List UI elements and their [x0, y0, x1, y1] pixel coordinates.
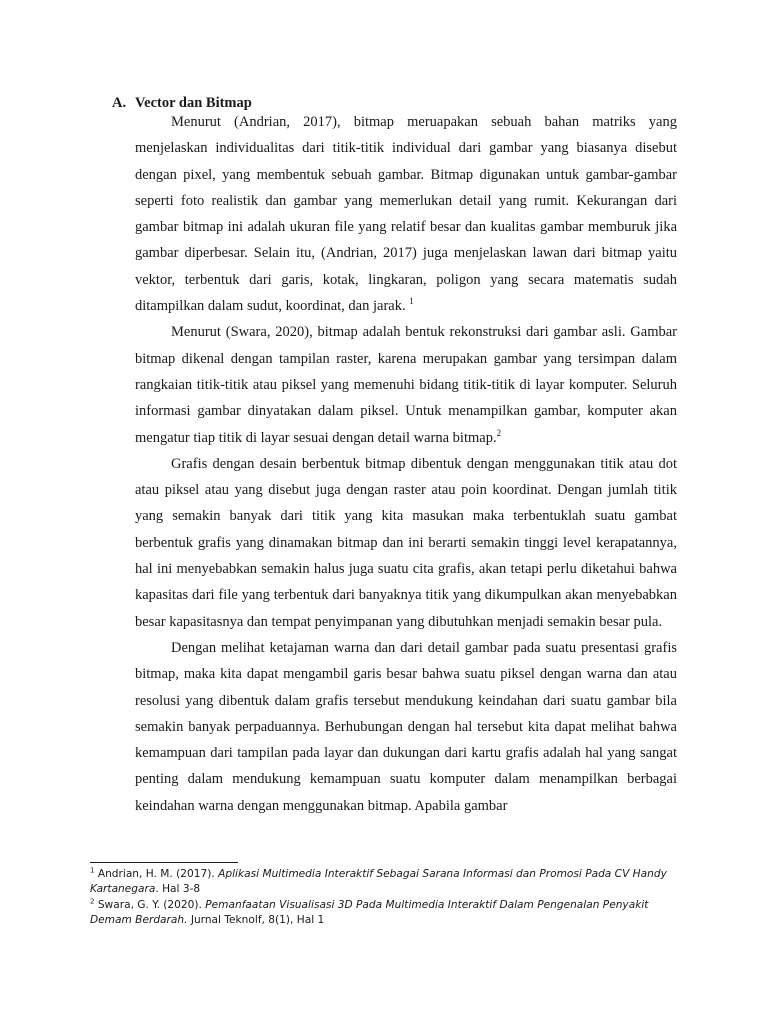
paragraph-3: [135, 451, 677, 635]
footnote-suffix: . Hal 3-8: [155, 883, 201, 896]
section-title: Vector dan Bitmap: [135, 95, 252, 111]
footnote-title: Pemanfaatan Visualisasi 3D Pada Multimedia Interaktif Dalam Pengenalan Penyakit Demam Berdarah.: [90, 898, 649, 927]
body-text: [135, 109, 677, 819]
paragraph-text: Menurut (Swara, 2020), bitmap adalah bentuk rekonstruksi dari gambar asli. Gambar bitmap dikenal dengan tampilan raster, karena merupakan gambar yang tersimpan dalam rangkaian titik-titik atau piksel yang memenuhi bidang titik-titik di layar komputer. Seluruh informasi gambar dinyatakan dalam piksel. Untuk menampilkan gambar, komputer akan mengatur tiap titik di layar sesuai dengan detail warna bitmap.: [135, 324, 677, 446]
footnote-number: 1: [90, 866, 95, 875]
footnote-suffix: Jurnal Teknolf, 8(1), Hal 1: [187, 914, 325, 927]
paragraph-2: [135, 319, 677, 450]
footnote-prefix: Andrian, H. M. (2017).: [94, 868, 219, 880]
paragraph-1: [135, 109, 677, 319]
footnote-1: [90, 867, 680, 898]
footnote-title: Aplikasi Multimedia Interaktif Sebagai Sarana Informasi dan Promosi Pada CV Handy Kartanegara: [90, 868, 667, 896]
footnotes: [90, 867, 680, 929]
footnote-prefix: Swara, G. Y. (2020).: [94, 898, 206, 911]
footnote-ref-1[interactable]: 1: [409, 296, 414, 307]
footnote-2: [90, 898, 680, 929]
footnote-separator: [90, 862, 238, 863]
section-number: A.: [112, 95, 127, 111]
paragraph-4: [135, 635, 677, 819]
footnote-ref-2[interactable]: 2: [496, 427, 502, 438]
footnote-number: 2: [90, 897, 95, 906]
paragraph-text: Dengan melihat ketajaman warna dan dari detail gambar pada suatu presentasi grafis bitmap, maka kita dapat mengambil garis besar bahwa suatu piksel dengan warna dan atau resolusi yang dibentuk dalam grafis tersebut mendukung keindahan dari suatu gambar bila semakin banyak perpaduannya. Berhubungan dengan hal tersebut kita dapat melihat bahwa kemampuan dari tampilan pada layar dan dukungan dari kartu grafis adalah hal yang sangat penting dalam mendukung kemampuan suatu komputer dalam menampilkan berbagai keindahan warna dengan menggunakan bitmap. Apabila gambar: [135, 639, 677, 814]
paragraph-text: Grafis dengan desain berbentuk bitmap dibentuk dengan menggunakan titik atau dot atau piksel atau yang disebut juga dengan raster atau poin koordinat. Dengan jumlah titik yang semakin banyak dari titik yang kita masukan maka terbentuklah suatu gambat berbentuk grafis yang dinamakan bitmap dan ini berarti semakin tinggi level kerapatannya, hal ini menyebabkan semakin halus juga suatu cita grafis, akan tetapi perlu diketahui bahwa kapasitas dari file yang terbentuk dari banyaknya titik yang dikumpulkan akan menyebabkan besar kapasitasnya dan tempat penyimpanan yang dibutuhkan menjadi semakin besar pula.: [135, 455, 677, 630]
paragraph-text: Menurut (Andrian, 2017), bitmap meruapakan sebuah bahan matriks yang menjelaskan individualitas dari titik-titik individual dari gambar yang biasanya disebut dengan pixel, yang membentuk sebuah gambar. Bitmap digunakan untuk gambar-gambar seperti foto realistik dan gambar yang memerlukan detail yang rumit. Kekurangan dari gambar bitmap ini adalah ukuran file yang relatif besar dan kualitas gambar memburuk jika gambar diperbesar. Selain itu, (Andrian, 2017) juga menjelaskan lawan dari bitmap yaitu vektor, terbentuk dari garis, kotak, lingkaran, poligon yang secara matematis sudah ditampilkan dalam sudut, koordinat, dan jarak.: [135, 114, 677, 315]
